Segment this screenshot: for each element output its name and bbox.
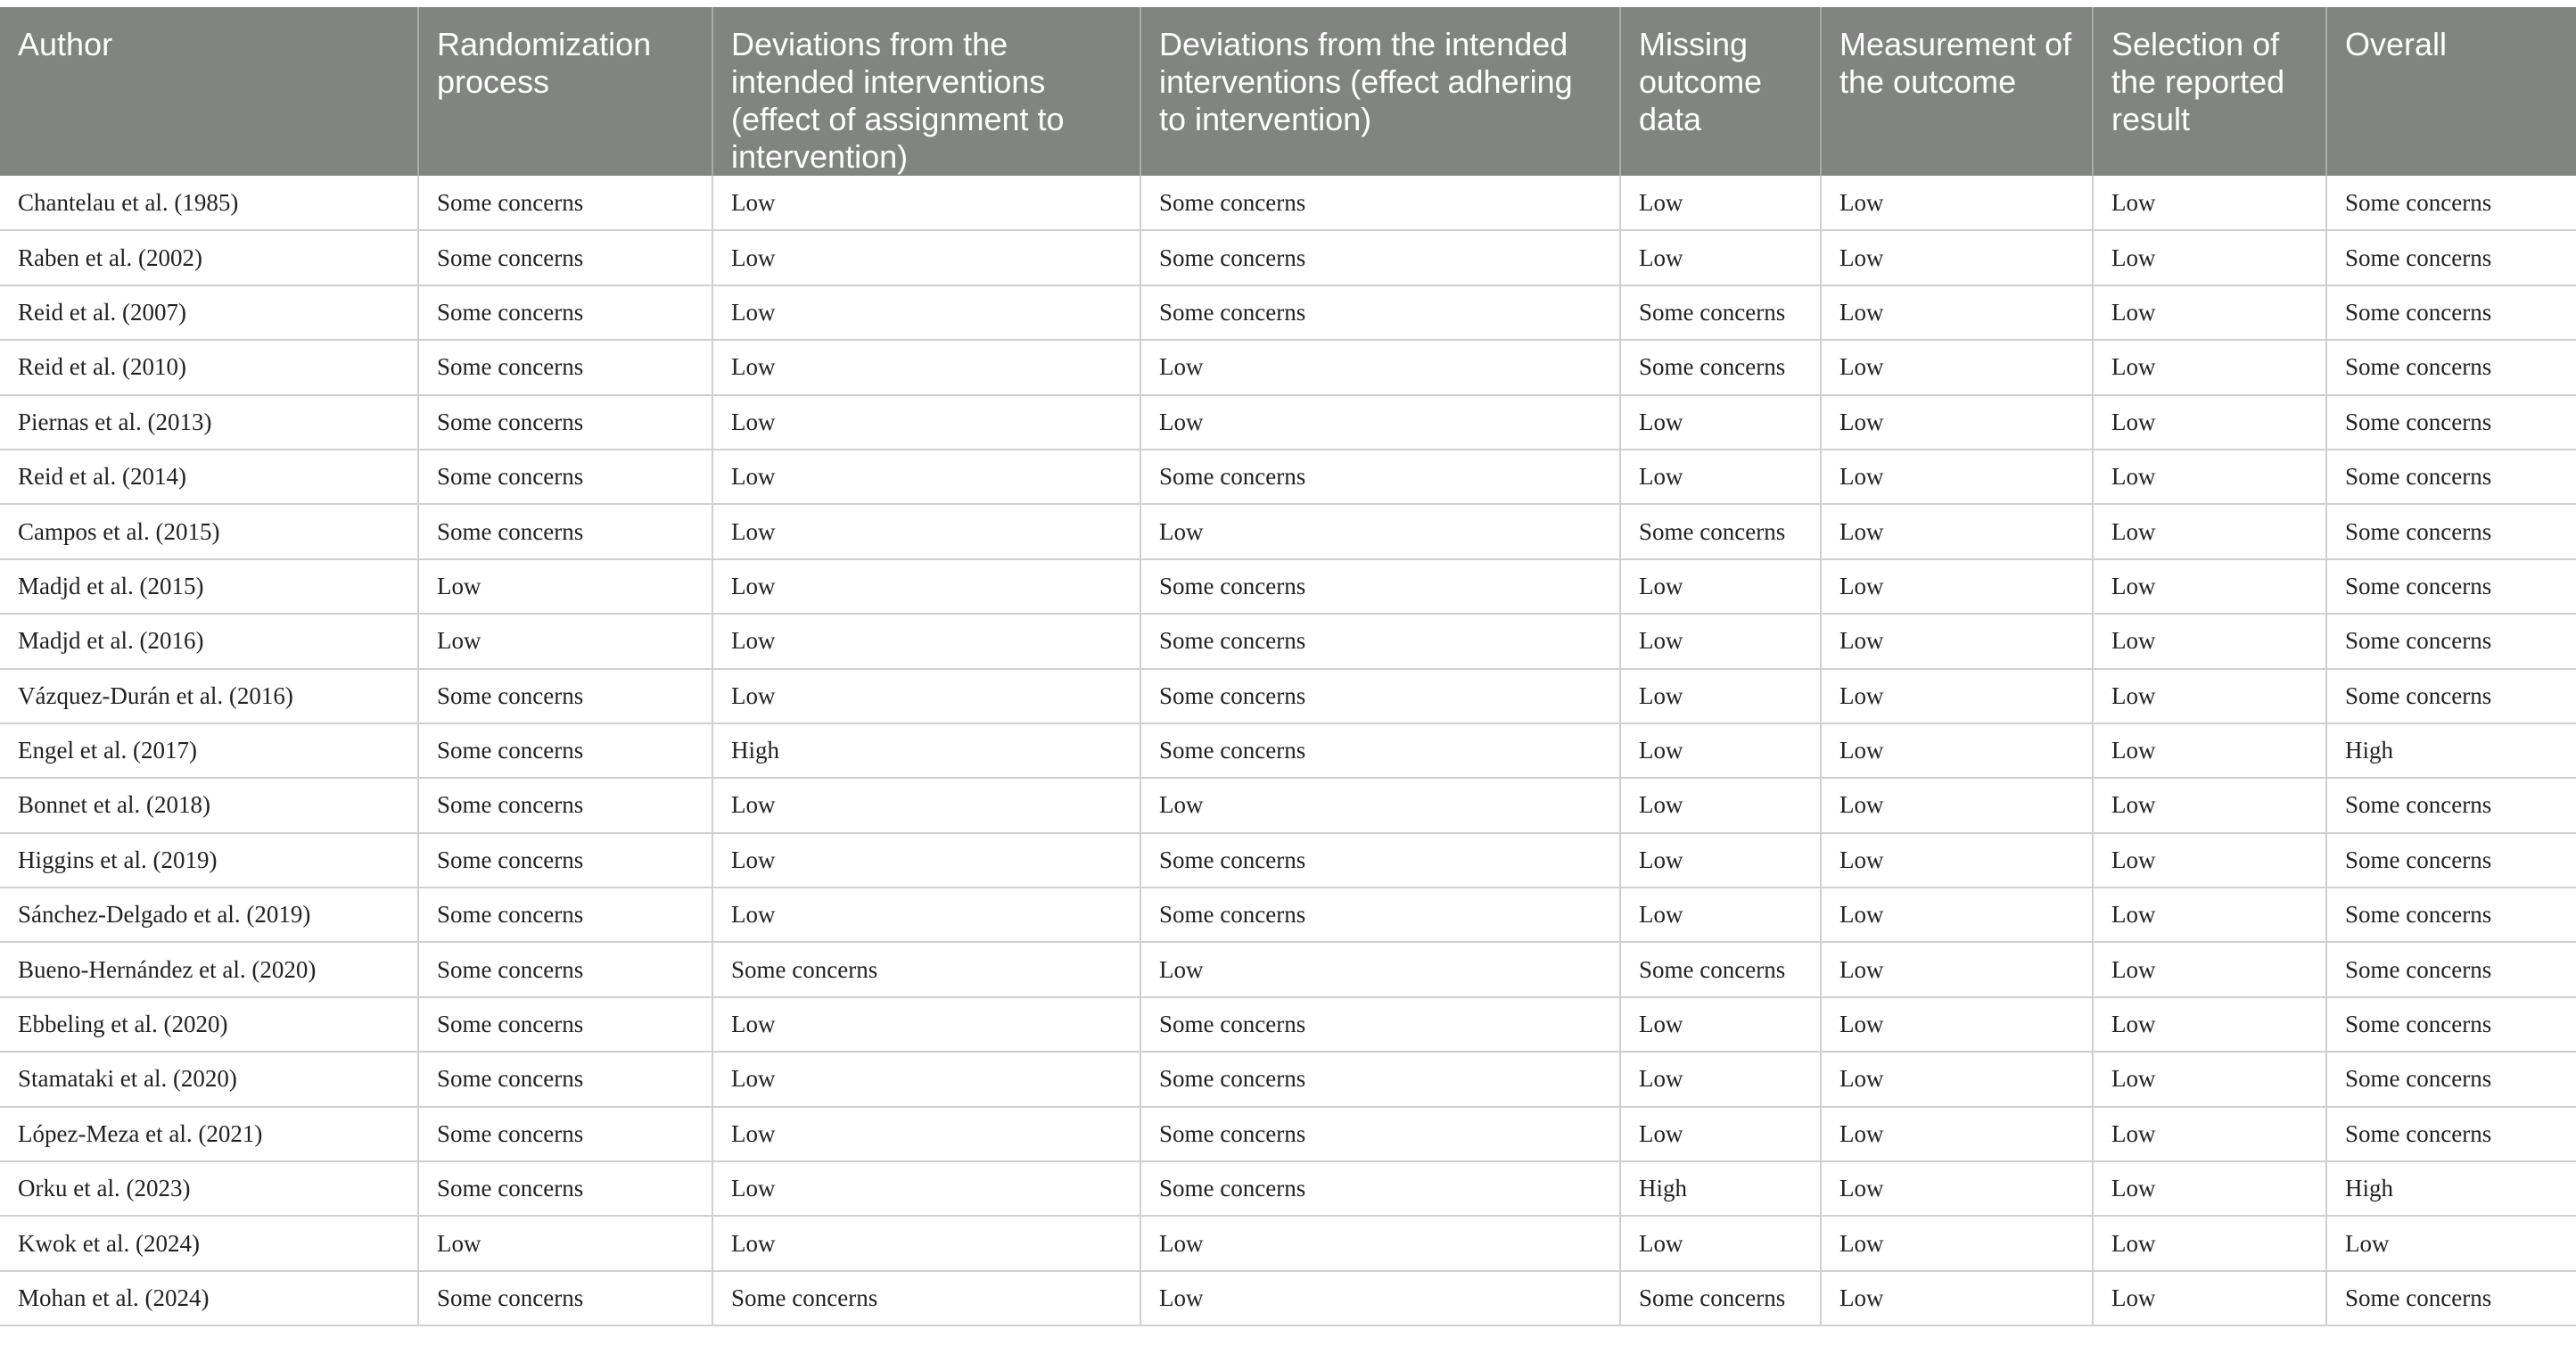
col-randomization-cell: Some concerns: [418, 176, 712, 230]
col-overall-cell: Low: [2326, 1216, 2576, 1270]
col-deviation-adhering-cell: Some concerns: [1140, 888, 1620, 942]
col-deviation-adhering-cell: Some concerns: [1140, 1052, 1620, 1106]
col-selection-cell: Low: [2093, 504, 2326, 558]
col-author-cell: Madjd et al. (2016): [0, 614, 418, 668]
col-missing-data-cell: Low: [1620, 669, 1821, 723]
col-randomization-cell: Some concerns: [418, 1271, 712, 1325]
col-selection-cell: Low: [2093, 1052, 2326, 1106]
col-measurement-cell: Low: [1821, 1216, 2093, 1270]
table-row: [0, 888, 2576, 942]
col-author-cell: Engel et al. (2017): [0, 723, 418, 778]
col-deviation-assignment-cell: Low: [712, 833, 1140, 888]
col-author-cell: Bonnet et al. (2018): [0, 778, 418, 832]
col-measurement-cell: Low: [1821, 559, 2093, 614]
col-overall-cell: Some concerns: [2326, 669, 2576, 723]
col-overall-cell: Some concerns: [2326, 176, 2576, 230]
col-selection-cell: Low: [2093, 778, 2326, 832]
col-missing-data-cell: Low: [1620, 778, 1821, 832]
col-missing-data-cell: Low: [1620, 614, 1821, 668]
col-author-cell: Stamataki et al. (2020): [0, 1052, 418, 1106]
col-overall-cell: Some concerns: [2326, 778, 2576, 832]
table-row: [0, 395, 2576, 450]
col-deviation-assignment-cell: Low: [712, 559, 1140, 614]
col-measurement-cell: Low: [1821, 1271, 2093, 1325]
col-missing-data-cell: Low: [1620, 997, 1821, 1052]
col-randomization-cell: Low: [418, 614, 712, 668]
col-selection-cell: Low: [2093, 395, 2326, 450]
col-overall-cell: Some concerns: [2326, 1107, 2576, 1161]
col-measurement-cell: Low: [1821, 1052, 2093, 1106]
col-author-cell: Sánchez-Delgado et al. (2019): [0, 888, 418, 942]
col-randomization-cell: Some concerns: [418, 1052, 712, 1106]
col-deviation-adhering-cell: Some concerns: [1140, 285, 1620, 340]
col-measurement-cell: Low: [1821, 997, 2093, 1052]
col-deviation-adhering-cell: Some concerns: [1140, 1107, 1620, 1161]
col-selection-cell: Low: [2093, 1161, 2326, 1216]
col-measurement-cell: Low: [1821, 888, 2093, 942]
table-row: [0, 176, 2576, 230]
col-author-cell: Mohan et al. (2024): [0, 1271, 418, 1325]
col-overall-cell: High: [2326, 1161, 2576, 1216]
col-randomization-cell: Some concerns: [418, 285, 712, 340]
col-overall-header: Overall: [2326, 4, 2576, 176]
col-deviation-assignment-cell: High: [712, 723, 1140, 778]
col-author-cell: Higgins et al. (2019): [0, 833, 418, 888]
col-selection-cell: Low: [2093, 176, 2326, 230]
col-randomization-cell: Some concerns: [418, 230, 712, 285]
col-measurement-cell: Low: [1821, 340, 2093, 394]
col-measurement-cell: Low: [1821, 778, 2093, 832]
col-author-header: Author: [0, 4, 418, 176]
col-measurement-cell: Low: [1821, 450, 2093, 504]
col-author-cell: Raben et al. (2002): [0, 230, 418, 285]
table-row: [0, 285, 2576, 340]
col-randomization-cell: Some concerns: [418, 669, 712, 723]
col-selection-cell: Low: [2093, 1271, 2326, 1325]
col-missing-data-cell: Low: [1620, 1216, 1821, 1270]
col-author-cell: Campos et al. (2015): [0, 504, 418, 558]
col-selection-cell: Low: [2093, 614, 2326, 668]
col-deviation-adhering-cell: Some concerns: [1140, 833, 1620, 888]
col-overall-cell: Some concerns: [2326, 559, 2576, 614]
col-missing-data-cell: Low: [1620, 450, 1821, 504]
col-overall-cell: Some concerns: [2326, 833, 2576, 888]
col-randomization-cell: Some concerns: [418, 833, 712, 888]
col-measurement-cell: Low: [1821, 230, 2093, 285]
col-deviation-adhering-cell: Some concerns: [1140, 997, 1620, 1052]
col-selection-cell: Low: [2093, 285, 2326, 340]
col-deviation-assignment-cell: Low: [712, 888, 1140, 942]
table-row: [0, 230, 2576, 285]
col-randomization-cell: Some concerns: [418, 1161, 712, 1216]
col-measurement-cell: Low: [1821, 1161, 2093, 1216]
col-deviation-adhering-cell: Some concerns: [1140, 450, 1620, 504]
col-overall-cell: Some concerns: [2326, 285, 2576, 340]
col-deviation-assignment-cell: Low: [712, 176, 1140, 230]
table-row: [0, 614, 2576, 668]
col-missing-data-cell: Low: [1620, 395, 1821, 450]
col-measurement-cell: Low: [1821, 395, 2093, 450]
col-selection-cell: Low: [2093, 1216, 2326, 1270]
col-overall-cell: Some concerns: [2326, 942, 2576, 996]
col-deviation-assignment-cell: Low: [712, 778, 1140, 832]
table-row: [0, 723, 2576, 778]
col-missing-data-cell: Some concerns: [1620, 942, 1821, 996]
col-deviation-assignment-cell: Low: [712, 285, 1140, 340]
col-author-cell: Orku et al. (2023): [0, 1161, 418, 1216]
col-deviation-adhering-cell: Some concerns: [1140, 669, 1620, 723]
col-deviation-assignment-cell: Low: [712, 395, 1140, 450]
col-selection-cell: Low: [2093, 559, 2326, 614]
col-deviation-assignment-cell: Low: [712, 504, 1140, 558]
col-author-cell: Chantelau et al. (1985): [0, 176, 418, 230]
col-deviation-adhering-cell: Some concerns: [1140, 614, 1620, 668]
col-measurement-header: Measurement of the outcome: [1821, 4, 2093, 176]
col-randomization-header: Randomization process: [418, 4, 712, 176]
col-author-cell: Reid et al. (2014): [0, 450, 418, 504]
col-selection-cell: Low: [2093, 833, 2326, 888]
col-deviation-assignment-cell: Low: [712, 1052, 1140, 1106]
table-row: [0, 504, 2576, 558]
col-deviation-adhering-cell: Low: [1140, 942, 1620, 996]
col-author-cell: Vázquez-Durán et al. (2016): [0, 669, 418, 723]
col-author-cell: Kwok et al. (2024): [0, 1216, 418, 1270]
col-author-cell: Bueno-Hernández et al. (2020): [0, 942, 418, 996]
col-deviation-assignment-cell: Low: [712, 450, 1140, 504]
col-deviation-adhering-header: Deviations from the intended interventions (effect adhering to intervention): [1140, 4, 1620, 176]
col-author-cell: Reid et al. (2007): [0, 285, 418, 340]
col-selection-cell: Low: [2093, 450, 2326, 504]
col-deviation-adhering-cell: Some concerns: [1140, 723, 1620, 778]
col-selection-cell: Low: [2093, 942, 2326, 996]
col-deviation-assignment-cell: Some concerns: [712, 942, 1140, 996]
col-measurement-cell: Low: [1821, 176, 2093, 230]
table-row: [0, 997, 2576, 1052]
col-selection-cell: Low: [2093, 340, 2326, 394]
col-overall-cell: Some concerns: [2326, 504, 2576, 558]
col-measurement-cell: Low: [1821, 942, 2093, 996]
col-overall-cell: Some concerns: [2326, 888, 2576, 942]
col-overall-cell: Some concerns: [2326, 395, 2576, 450]
col-author-cell: López-Meza et al. (2021): [0, 1107, 418, 1161]
table-row: [0, 942, 2576, 996]
col-missing-data-cell: Some concerns: [1620, 285, 1821, 340]
table-row: [0, 559, 2576, 614]
col-missing-data-cell: Low: [1620, 230, 1821, 285]
col-randomization-cell: Some concerns: [418, 1107, 712, 1161]
col-deviation-assignment-cell: Low: [712, 340, 1140, 394]
col-randomization-cell: Some concerns: [418, 504, 712, 558]
col-deviation-adhering-cell: Some concerns: [1140, 1161, 1620, 1216]
col-measurement-cell: Low: [1821, 1107, 2093, 1161]
col-deviation-adhering-cell: Low: [1140, 778, 1620, 832]
col-deviation-assignment-cell: Low: [712, 1107, 1140, 1161]
col-selection-cell: Low: [2093, 230, 2326, 285]
table-row: [0, 778, 2576, 832]
table-row: [0, 1161, 2576, 1216]
col-deviation-assignment-cell: Low: [712, 230, 1140, 285]
col-overall-cell: Some concerns: [2326, 340, 2576, 394]
header-row: [0, 4, 2576, 176]
col-randomization-cell: Some concerns: [418, 778, 712, 832]
table-row: [0, 1271, 2576, 1325]
table-row: [0, 1216, 2576, 1270]
col-randomization-cell: Some concerns: [418, 942, 712, 996]
col-overall-cell: Some concerns: [2326, 1052, 2576, 1106]
col-deviation-assignment-cell: Low: [712, 997, 1140, 1052]
col-selection-cell: Low: [2093, 1107, 2326, 1161]
col-author-cell: Reid et al. (2010): [0, 340, 418, 394]
col-deviation-adhering-cell: Some concerns: [1140, 230, 1620, 285]
table-row: [0, 1052, 2576, 1106]
col-measurement-cell: Low: [1821, 285, 2093, 340]
table-row: [0, 340, 2576, 394]
col-measurement-cell: Low: [1821, 614, 2093, 668]
col-randomization-cell: Some concerns: [418, 888, 712, 942]
col-deviation-assignment-cell: Some concerns: [712, 1271, 1140, 1325]
col-missing-data-cell: Low: [1620, 888, 1821, 942]
col-missing-data-cell: Low: [1620, 833, 1821, 888]
col-deviation-assignment-cell: Low: [712, 1161, 1140, 1216]
col-overall-cell: Some concerns: [2326, 997, 2576, 1052]
col-deviation-adhering-cell: Some concerns: [1140, 176, 1620, 230]
col-overall-cell: Some concerns: [2326, 1271, 2576, 1325]
col-deviation-assignment-cell: Low: [712, 669, 1140, 723]
table-row: [0, 450, 2576, 504]
col-randomization-cell: Some concerns: [418, 450, 712, 504]
col-author-cell: Piernas et al. (2013): [0, 395, 418, 450]
col-randomization-cell: Some concerns: [418, 997, 712, 1052]
col-randomization-cell: Some concerns: [418, 395, 712, 450]
table-row: [0, 1107, 2576, 1161]
col-author-cell: Madjd et al. (2015): [0, 559, 418, 614]
col-missing-data-cell: Low: [1620, 176, 1821, 230]
col-randomization-cell: Low: [418, 559, 712, 614]
col-randomization-cell: Some concerns: [418, 340, 712, 394]
col-overall-cell: Some concerns: [2326, 614, 2576, 668]
col-overall-cell: High: [2326, 723, 2576, 778]
col-missing-data-cell: Low: [1620, 723, 1821, 778]
col-missing-data-cell: Low: [1620, 559, 1821, 614]
col-selection-cell: Low: [2093, 997, 2326, 1052]
table-row: [0, 833, 2576, 888]
table-row: [0, 669, 2576, 723]
col-missing-data-cell: Low: [1620, 1052, 1821, 1106]
col-missing-data-cell: Some concerns: [1620, 1271, 1821, 1325]
col-deviation-assignment-cell: Low: [712, 614, 1140, 668]
col-deviation-adhering-cell: Low: [1140, 340, 1620, 394]
col-randomization-cell: Some concerns: [418, 723, 712, 778]
col-deviation-adhering-cell: Some concerns: [1140, 559, 1620, 614]
col-selection-cell: Low: [2093, 669, 2326, 723]
col-deviation-adhering-cell: Low: [1140, 1216, 1620, 1270]
col-selection-cell: Low: [2093, 723, 2326, 778]
col-measurement-cell: Low: [1821, 723, 2093, 778]
col-measurement-cell: Low: [1821, 504, 2093, 558]
col-randomization-cell: Low: [418, 1216, 712, 1270]
col-missing-data-cell: Some concerns: [1620, 504, 1821, 558]
col-measurement-cell: Low: [1821, 833, 2093, 888]
col-overall-cell: Some concerns: [2326, 450, 2576, 504]
col-measurement-cell: Low: [1821, 669, 2093, 723]
col-deviation-adhering-cell: Low: [1140, 395, 1620, 450]
col-missing-data-cell: Low: [1620, 1107, 1821, 1161]
col-author-cell: Ebbeling et al. (2020): [0, 997, 418, 1052]
col-overall-cell: Some concerns: [2326, 230, 2576, 285]
col-missing-data-cell: High: [1620, 1161, 1821, 1216]
table-body: [0, 176, 2576, 1325]
col-deviation-assignment-header: Deviations from the intended interventions (effect of assignment to intervention): [712, 4, 1140, 176]
col-missing-data-header: Missing outcome data: [1620, 4, 1821, 176]
col-missing-data-cell: Some concerns: [1620, 340, 1821, 394]
col-selection-cell: Low: [2093, 888, 2326, 942]
col-selection-header: Selection of the reported result: [2093, 4, 2326, 176]
col-deviation-adhering-cell: Low: [1140, 1271, 1620, 1325]
col-deviation-assignment-cell: Low: [712, 1216, 1140, 1270]
col-deviation-adhering-cell: Low: [1140, 504, 1620, 558]
